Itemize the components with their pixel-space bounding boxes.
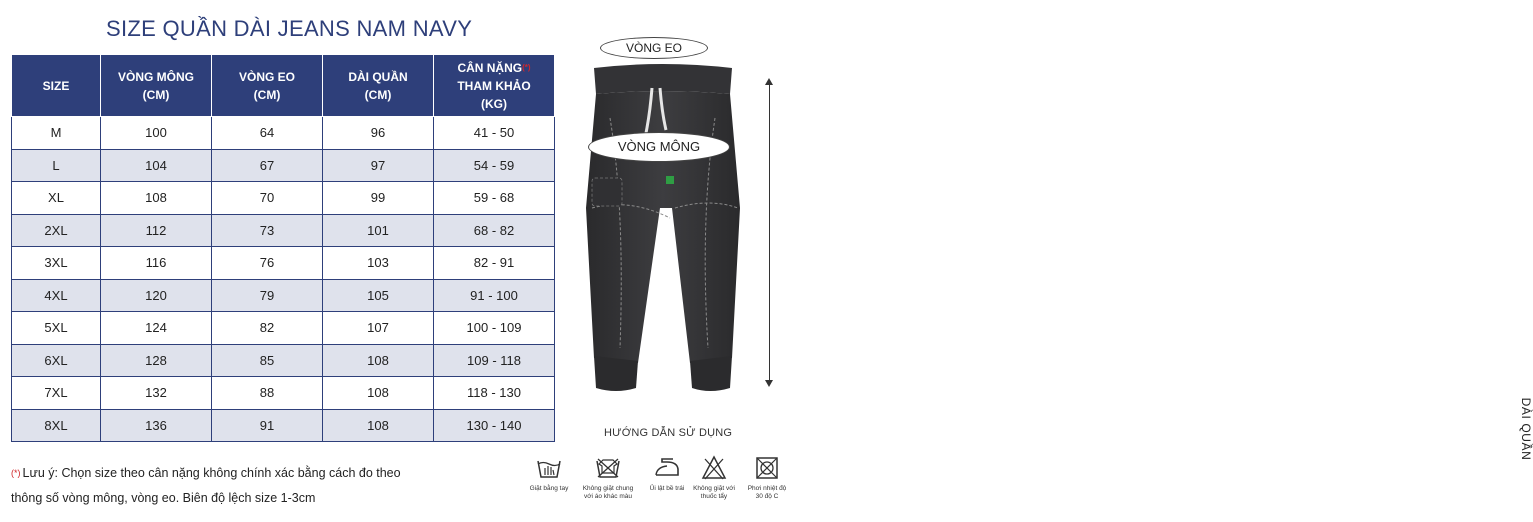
- asterisk-mark: (*): [522, 62, 531, 72]
- waist-cell: 73: [212, 214, 323, 247]
- table-row: [12, 344, 555, 377]
- weight-cell: 130 - 140: [434, 409, 555, 442]
- hip-cell: 116: [101, 247, 212, 280]
- size-cell: 6XL: [12, 344, 101, 377]
- header-size: SIZE: [12, 55, 101, 117]
- size-cell: M: [12, 117, 101, 150]
- care-text: Không giặt chung: [582, 485, 634, 492]
- waist-cell: 82: [212, 312, 323, 345]
- hip-cell: 136: [101, 409, 212, 442]
- size-table: [11, 54, 555, 442]
- length-cell: 99: [323, 182, 434, 215]
- table-header-row: [12, 55, 555, 117]
- table-row: [12, 409, 555, 442]
- length-cell: 103: [323, 247, 434, 280]
- weight-cell: 54 - 59: [434, 149, 555, 182]
- weight-cell: 41 - 50: [434, 117, 555, 150]
- length-cell: 105: [323, 279, 434, 312]
- length-cell: 97: [323, 149, 434, 182]
- hip-cell: 108: [101, 182, 212, 215]
- size-cell: 7XL: [12, 377, 101, 410]
- length-cell: 108: [323, 344, 434, 377]
- length-cell: 108: [323, 377, 434, 410]
- weight-cell: 91 - 100: [434, 279, 555, 312]
- weight-cell: 100 - 109: [434, 312, 555, 345]
- length-label: DÀI QUẦN: [1519, 395, 1533, 464]
- hip-cell: 124: [101, 312, 212, 345]
- note-line-2: thông số vòng mông, vòng eo. Biên độ lệch size 1-3cm: [11, 491, 316, 505]
- size-cell: 2XL: [12, 214, 101, 247]
- table-row: [12, 117, 555, 150]
- size-cell: 8XL: [12, 409, 101, 442]
- care-text: với áo khác màu: [584, 493, 632, 500]
- waist-cell: 64: [212, 117, 323, 150]
- care-text: thuốc tẩy: [700, 493, 728, 500]
- waist-cell: 91: [212, 409, 323, 442]
- shade-dry-icon: [754, 455, 780, 481]
- waist-cell: 76: [212, 247, 323, 280]
- table-row: [12, 214, 555, 247]
- waist-cell: 88: [212, 377, 323, 410]
- size-cell: 4XL: [12, 279, 101, 312]
- waist-cell: 85: [212, 344, 323, 377]
- care-text: Phơi nhiệt độ: [747, 485, 787, 492]
- size-cell: 3XL: [12, 247, 101, 280]
- care-item: [517, 455, 581, 493]
- length-arrow: [769, 80, 770, 385]
- waist-cell: 67: [212, 149, 323, 182]
- care-item: [735, 455, 799, 501]
- length-cell: 101: [323, 214, 434, 247]
- header-hip: VÒNG MÔNG (CM): [101, 55, 212, 117]
- note-line-1: Lưu ý: Chọn size theo cân nặng không chính xác bằng cách đo theo: [22, 466, 401, 480]
- no-mix-wash-icon: [595, 455, 621, 481]
- no-bleach-icon: [701, 455, 727, 481]
- hip-cell: 132: [101, 377, 212, 410]
- hip-label: VÒNG MÔNG: [588, 132, 730, 162]
- hip-cell: 120: [101, 279, 212, 312]
- waist-cell: 70: [212, 182, 323, 215]
- weight-cell: 118 - 130: [434, 377, 555, 410]
- length-cell: 108: [323, 409, 434, 442]
- size-cell: 5XL: [12, 312, 101, 345]
- header-waist: VÒNG EO (CM): [212, 55, 323, 117]
- table-row: [12, 279, 555, 312]
- care-item: [576, 455, 640, 501]
- table-row: [12, 149, 555, 182]
- note-asterisk: (*): [11, 468, 21, 478]
- weight-cell: 82 - 91: [434, 247, 555, 280]
- hip-cell: 112: [101, 214, 212, 247]
- weight-cell: 109 - 118: [434, 344, 555, 377]
- weight-cell: 68 - 82: [434, 214, 555, 247]
- table-row: [12, 312, 555, 345]
- usage-guide-heading: HƯỚNG DẪN SỬ DỤNG: [604, 427, 733, 439]
- hip-cell: 128: [101, 344, 212, 377]
- care-text: Không giặt với: [693, 485, 735, 492]
- hand-wash-icon: [536, 455, 562, 481]
- header-length: DÀI QUẦN (CM): [323, 55, 434, 117]
- hip-cell: 100: [101, 117, 212, 150]
- table-row: [12, 247, 555, 280]
- care-text: 30 độ C: [755, 493, 779, 500]
- jogger-pants-image: [580, 58, 745, 403]
- hip-cell: 104: [101, 149, 212, 182]
- waist-label: VÒNG EO: [600, 37, 708, 59]
- length-cell: 107: [323, 312, 434, 345]
- length-cell: 96: [323, 117, 434, 150]
- header-weight: CÂN NẶNG(*) THAM KHẢO (KG): [434, 55, 555, 117]
- page-title: SIZE QUẦN DÀI JEANS NAM NAVY: [106, 16, 473, 41]
- size-note: [11, 461, 441, 511]
- size-cell: L: [12, 149, 101, 182]
- table-row: [12, 377, 555, 410]
- care-text: Giặt bằng tay: [529, 485, 569, 492]
- care-text: Ủi lật bề trái: [649, 485, 685, 492]
- waist-cell: 79: [212, 279, 323, 312]
- table-row: [12, 182, 555, 215]
- size-cell: XL: [12, 182, 101, 215]
- iron-icon: [653, 455, 681, 481]
- weight-cell: 59 - 68: [434, 182, 555, 215]
